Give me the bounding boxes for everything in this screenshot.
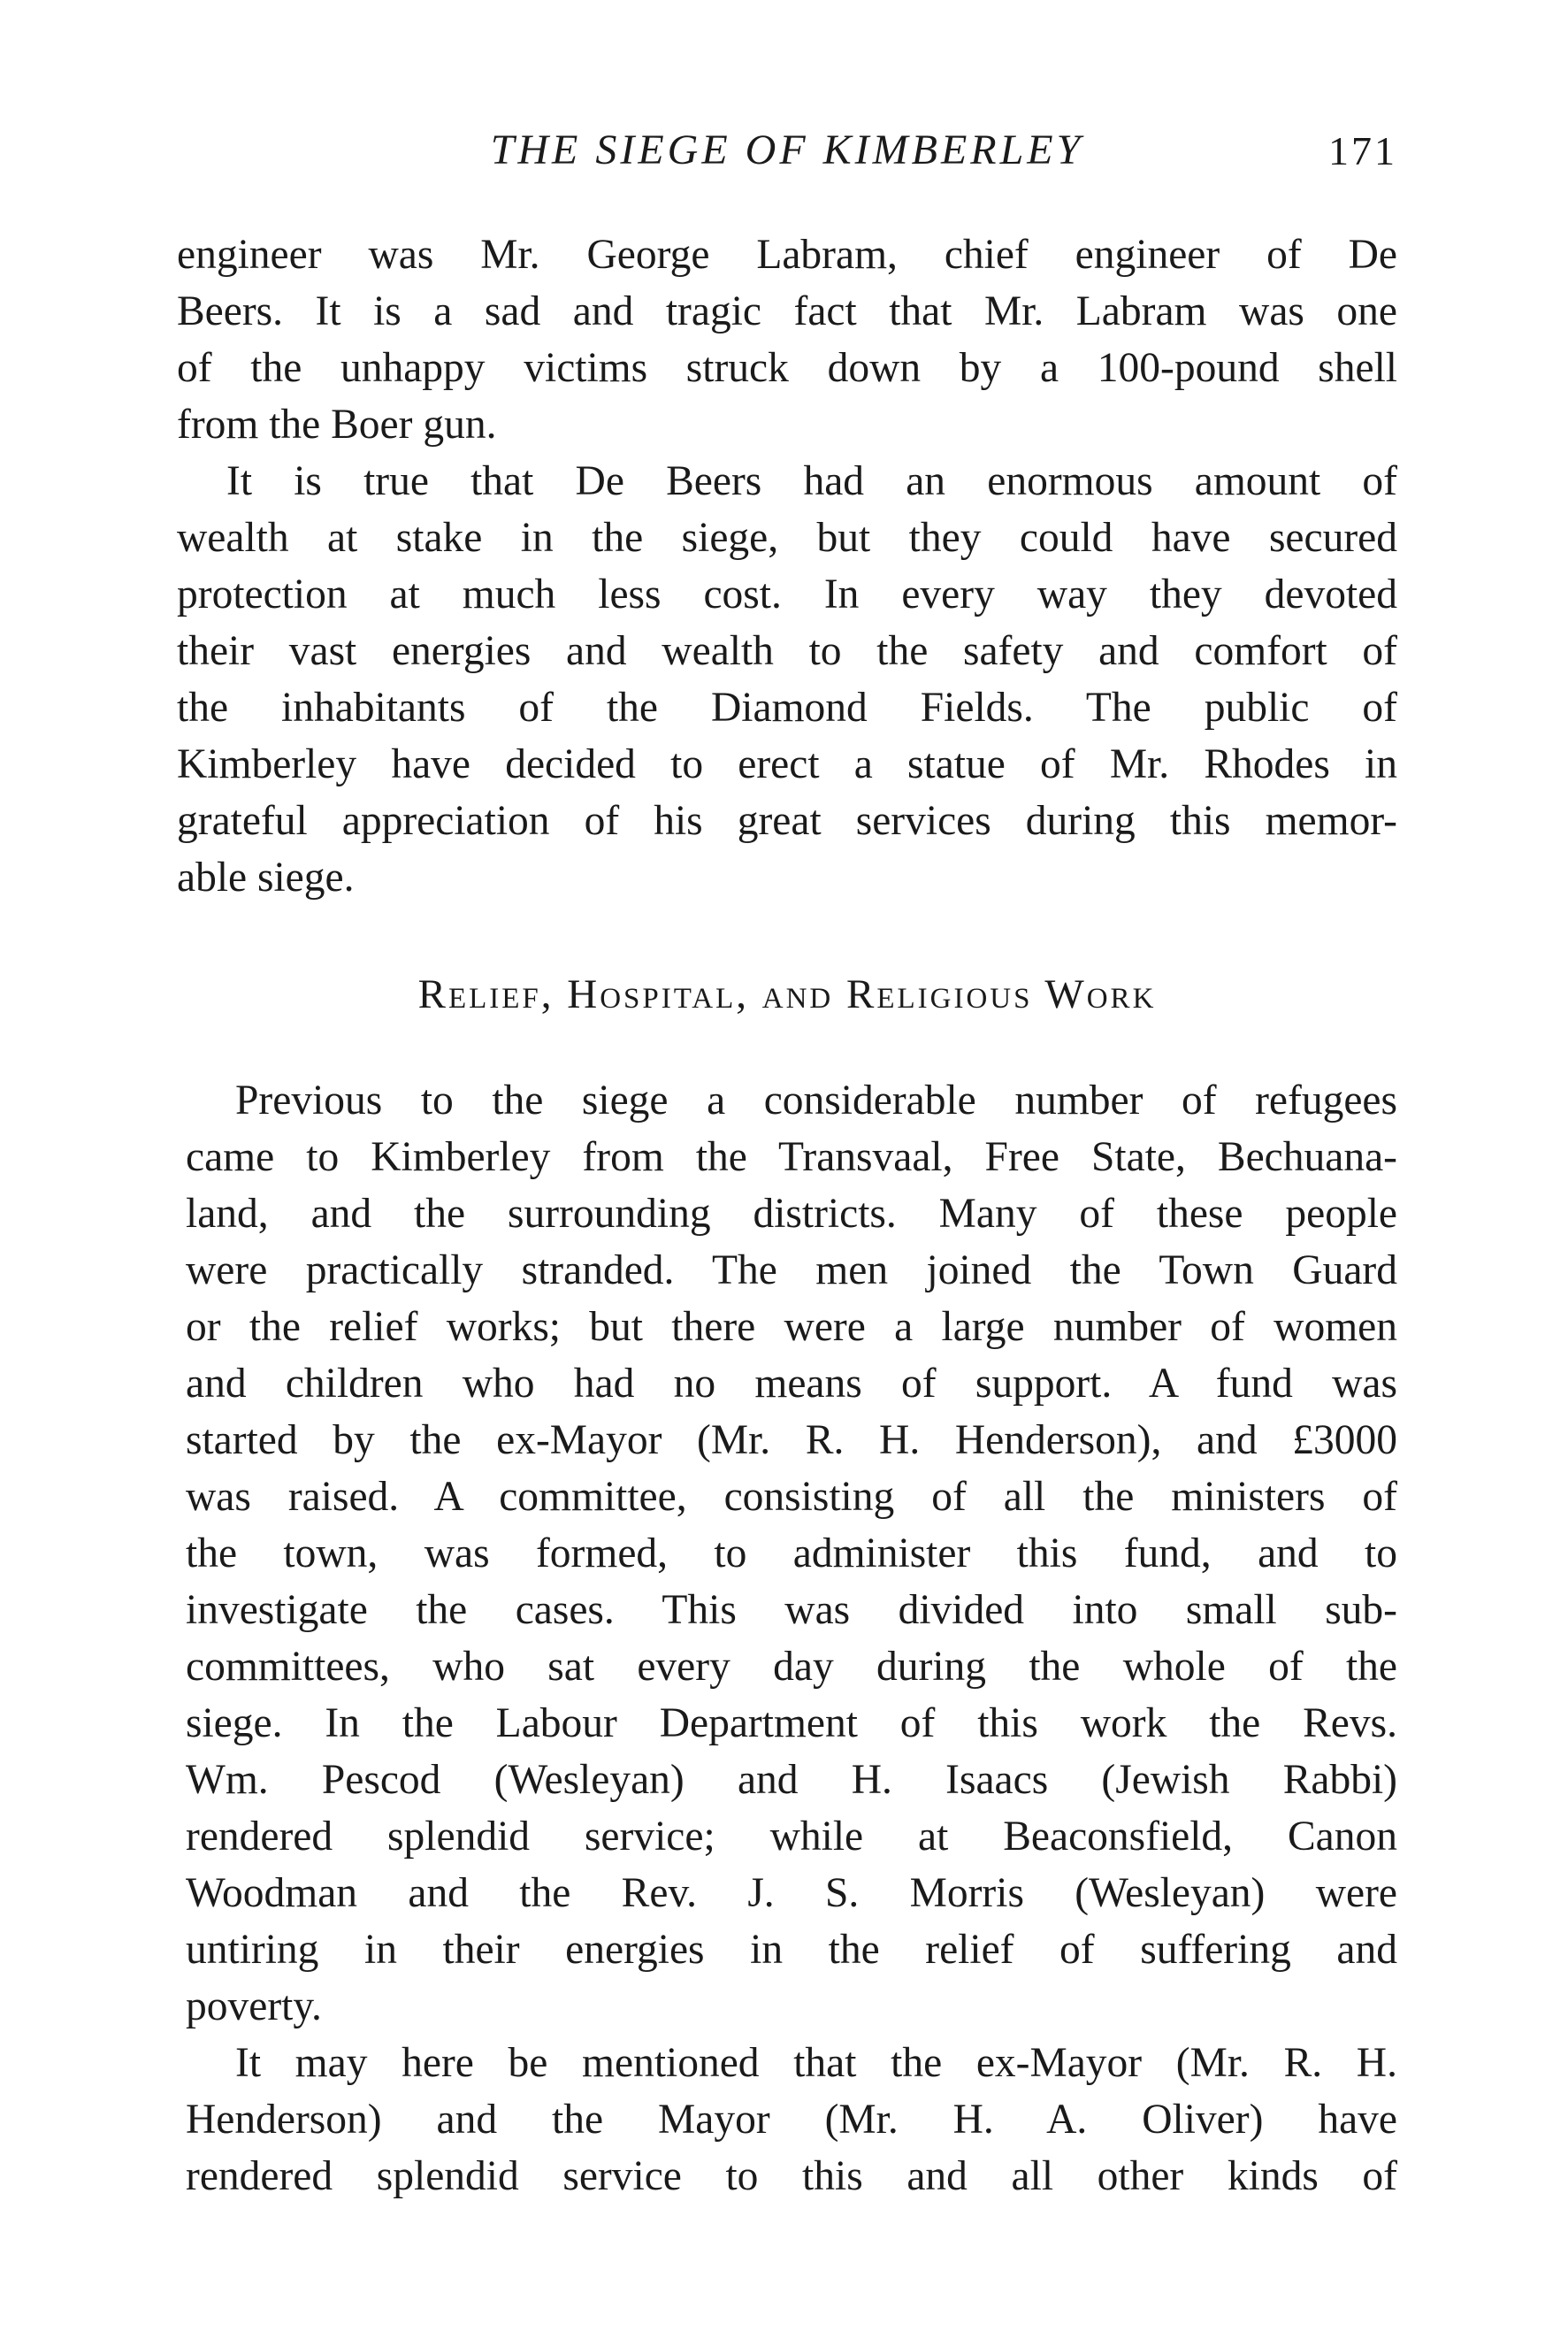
text-line: rendered splendid service to this and all other kinds of [186,2153,1397,2199]
body-text-lower [186,1072,1397,2205]
page-number: 171 [1328,128,1397,173]
text-line: committees, who sat every day during the whole of the [186,1644,1397,1690]
text-line: wealth at stake in the siege, but they could have secured [177,515,1397,561]
text-line: investigate the cases. This was divided into small sub- [186,1587,1397,1633]
text-line: Kimberley have decided to erect a statue of Mr. Rhodes in [177,741,1397,787]
text-line: Wm. Pescod (Wesleyan) and H. Isaacs (Jewish Rabbi) [186,1757,1397,1803]
text-line: rendered splendid service; while at Beaconsfield, Canon [186,1814,1397,1860]
section-heading: Relief, Hospital, and Religious Work [417,971,1157,1017]
text-line: the town, was formed, to administer this fund, and to [186,1530,1397,1576]
text-line: siege. In the Labour Department of this work the Revs. [186,1700,1397,1746]
text-line: It is true that De Beers had an enormous amount of [226,458,1397,504]
text-line: Beers. It is a sad and tragic fact that Mr. Labram was one [177,288,1397,334]
text-line: the inhabitants of the Diamond Fields. The public of [177,685,1397,731]
text-line: able siege. [177,855,355,901]
text-line: It may here be mentioned that the ex-Mayor (Mr. R. H. [235,2040,1397,2086]
text-line: Woodman and the Rev. J. S. Morris (Wesleyan) were [186,1870,1397,1916]
text-line: started by the ex-Mayor (Mr. R. H. Henderson), and £3000 [186,1417,1397,1463]
text-line: was raised. A committee, consisting of all the ministers of [186,1474,1397,1520]
running-head [177,126,1397,188]
text-line: land, and the surrounding districts. Many of these people [186,1191,1397,1237]
text-line: protection at much less cost. In every way they devoted [177,571,1397,617]
text-line: Previous to the siege a considerable number of refugees [235,1077,1397,1123]
text-line: and children who had no means of support. A fund was [186,1361,1397,1407]
text-line: grateful appreciation of his great services during this memor- [177,798,1397,844]
running-title: THE SIEGE OF KIMBERLEY [490,127,1084,173]
text-line: Henderson) and the Mayor (Mr. H. A. Oliver) have [186,2097,1397,2143]
text-line: came to Kimberley from the Transvaal, Free State, Bechuana- [186,1134,1397,1180]
text-line: engineer was Mr. George Labram, chief engineer of De [177,232,1397,278]
text-line: were practically stranded. The men joined the Town Guard [186,1247,1397,1293]
text-line: or the relief works; but there were a large number of women [186,1304,1397,1350]
body-text-upper [177,226,1397,1065]
text-line: from the Boer gun. [177,402,497,448]
text-line: untiring in their energies in the relief of suffering and [186,1927,1397,1973]
text-line: poverty. [186,1983,322,2029]
text-line: their vast energies and wealth to the safety and comfort of [177,628,1397,674]
text-line: of the unhappy victims struck down by a 100-pound shell [177,345,1397,391]
